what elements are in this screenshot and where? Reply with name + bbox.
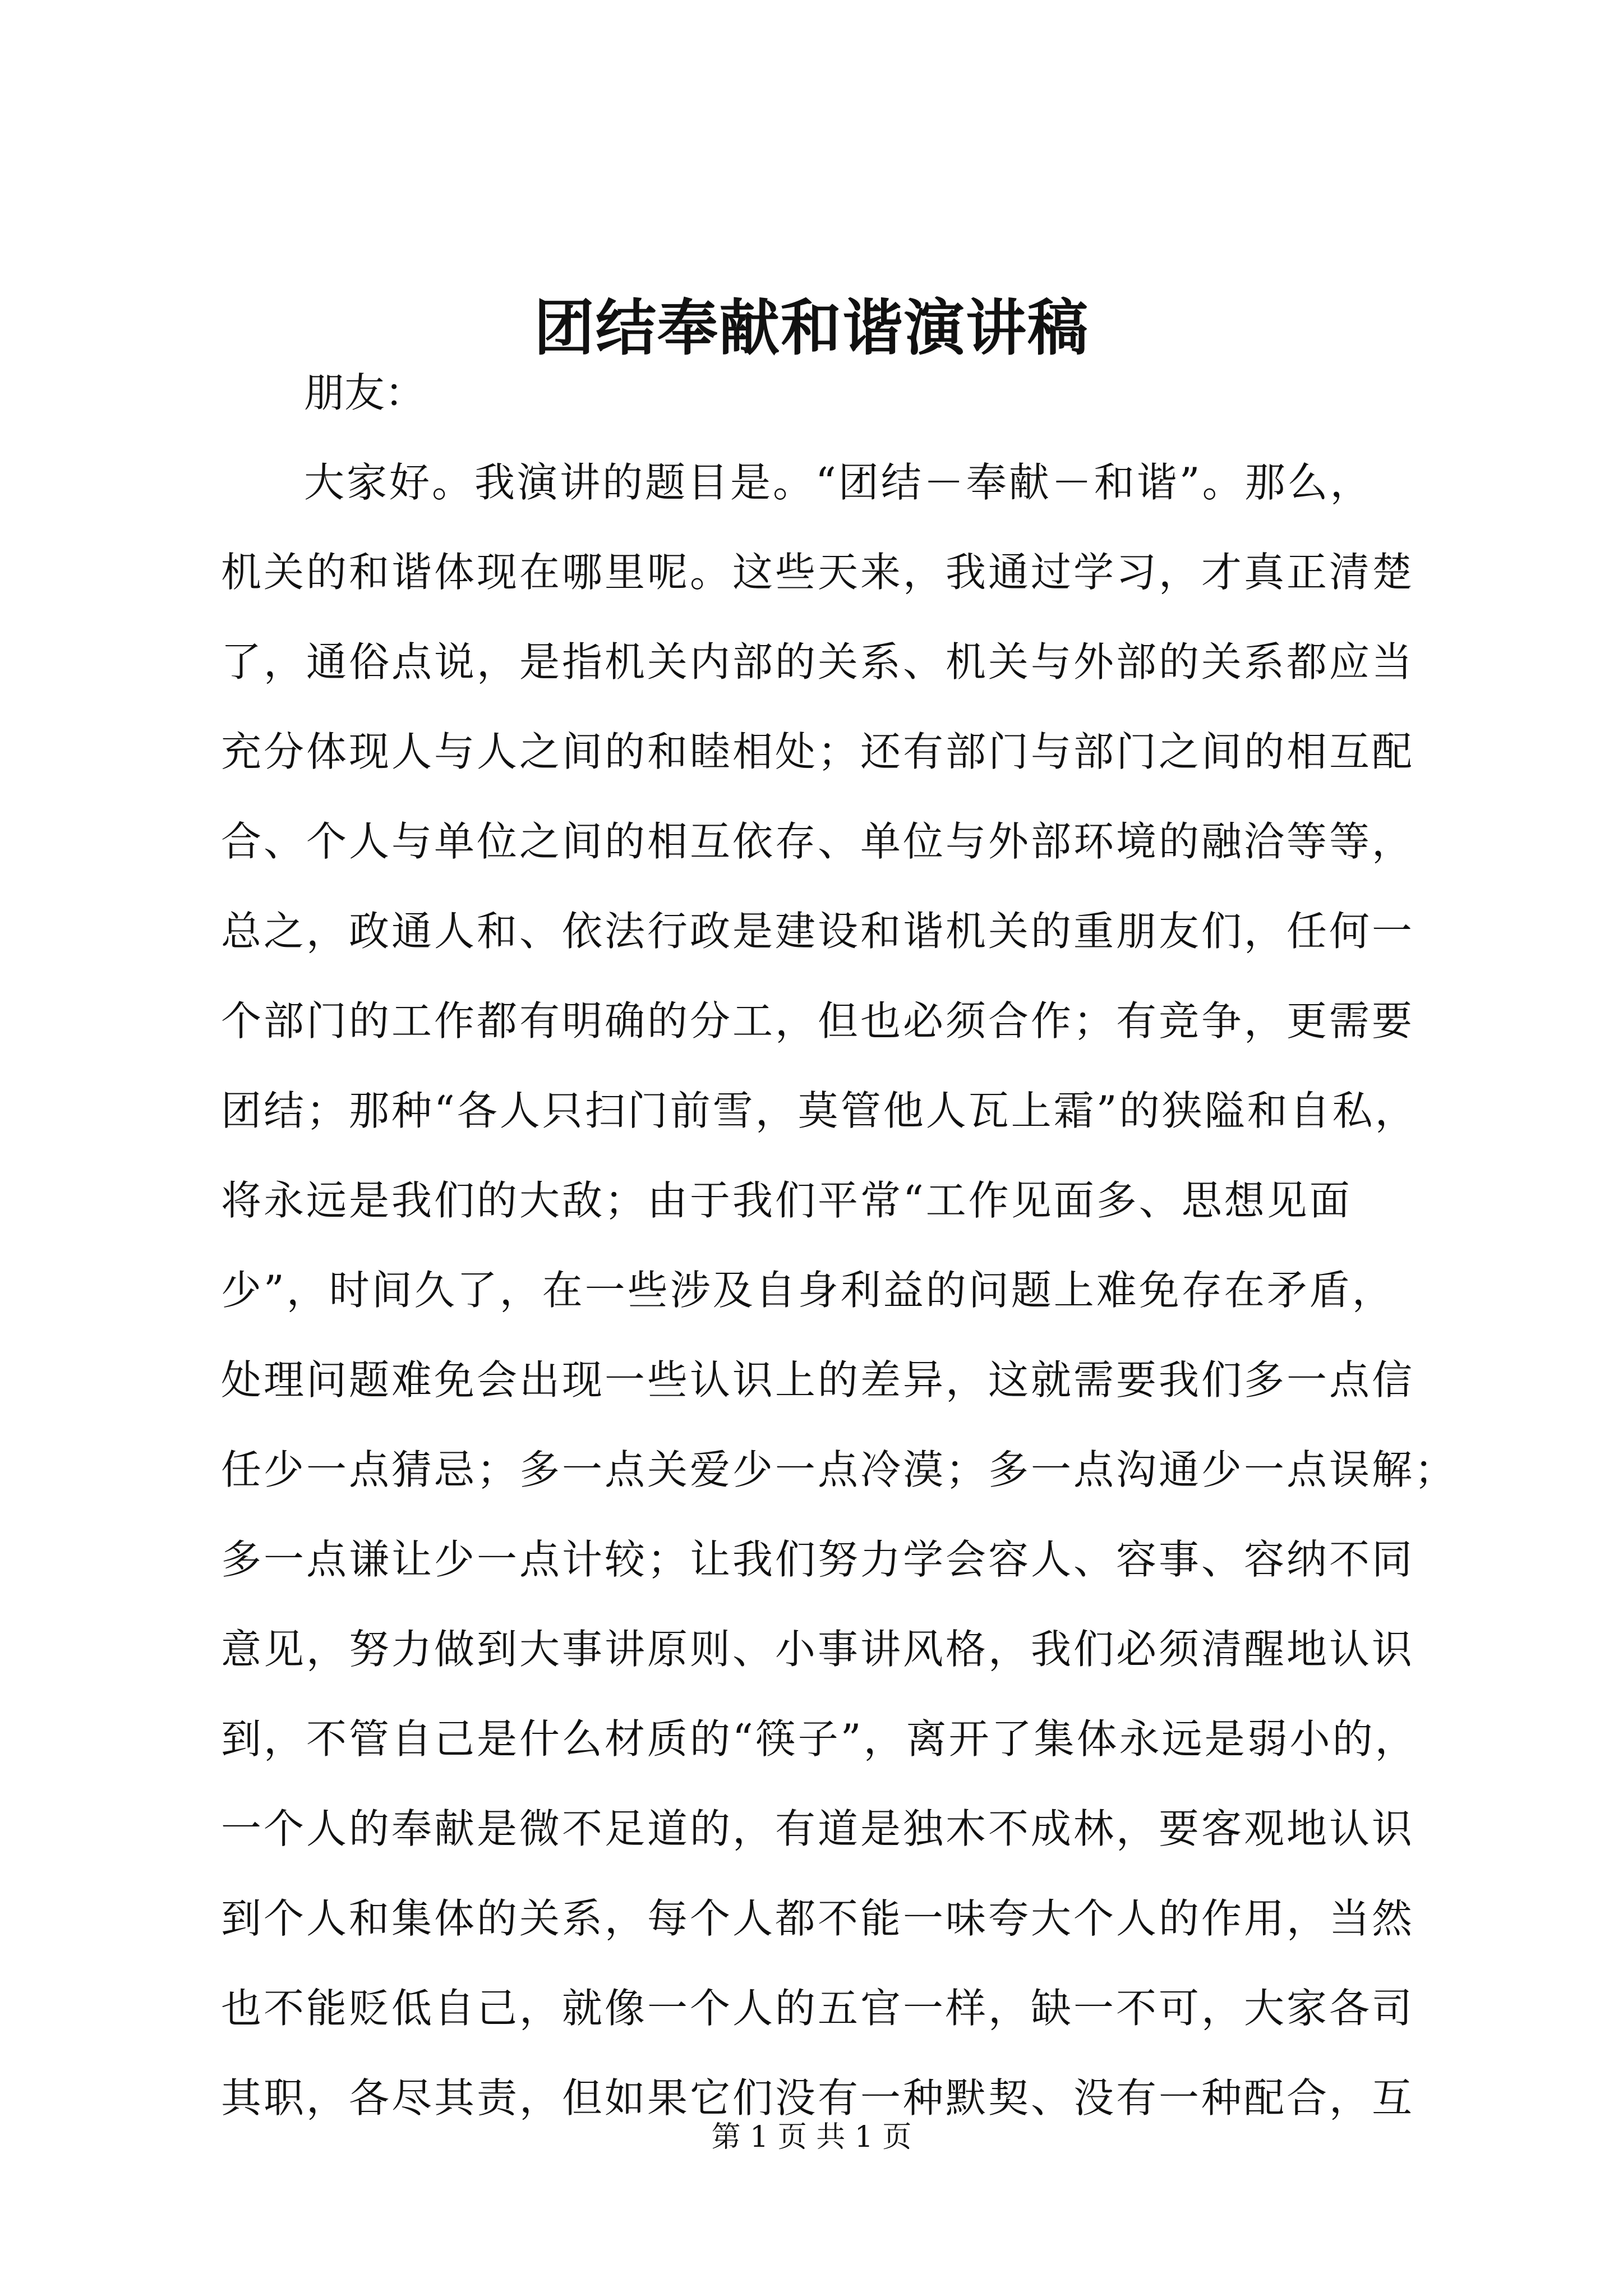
body-line: 团结；那种“各人只扫门前雪，莫管他人瓦上霜”的狭隘和自私， <box>221 1087 1418 1134</box>
page-footer: 第 1 页 共 1 页 <box>711 2120 912 2154</box>
body-line: 多一点谦让少一点计较；让我们努力学会容人、容事、容纳不同 <box>221 1536 1415 1583</box>
body-line: 到，不管自己是什么材质的“筷子”，离开了集体永远是弱小的， <box>221 1715 1418 1763</box>
body-line: 个部门的工作都有明确的分工，但也必须合作；有竞争，更需要 <box>221 997 1415 1045</box>
body-line: 任少一点猜忌；多一点关爱少一点冷漠；多一点沟通少一点误解； <box>221 1446 1458 1493</box>
greeting: 朋友： <box>304 369 426 416</box>
body-line: 充分体现人与人之间的和睦相处；还有部门与部门之间的相互配 <box>221 728 1415 775</box>
body-line: 合、个人与单位之间的相互依存、单位与外部环境的融洽等等， <box>221 818 1415 865</box>
body-line: 少”，时间久了，在一些涉及自身利益的问题上难免存在矛盾， <box>221 1267 1395 1314</box>
document-title: 团结奉献和谐演讲稿 <box>533 293 1089 364</box>
body-line: 将永远是我们的大敌；由于我们平常“工作见面多、思想见面 <box>221 1177 1352 1224</box>
body-line: 其职，各尽其责，但如果它们没有一种默契、没有一种配合，互 <box>221 2074 1415 2122</box>
body-line: 意见，努力做到大事讲原则、小事讲风格，我们必须清醒地认识 <box>221 1626 1415 1673</box>
body-line: 处理问题难免会出现一些认识上的差异，这就需要我们多一点信 <box>221 1356 1415 1404</box>
body-line: 到个人和集体的关系，每个人都不能一味夸大个人的作用，当然 <box>221 1895 1415 1942</box>
body-line: 大家好。我演讲的题目是。“团结－奉献－和谐”。那么， <box>304 459 1373 506</box>
body-line: 总之，政通人和、依法行政是建设和谐机关的重朋友们，任何一 <box>221 908 1415 955</box>
body-line: 机关的和谐体现在哪里呢。这些天来，我通过学习，才真正清楚 <box>221 549 1415 596</box>
body-line: 了，通俗点说，是指机关内部的关系、机关与外部的关系都应当 <box>221 638 1415 685</box>
body-text <box>221 438 1458 2143</box>
body-line: 一个人的奉献是微不足道的，有道是独木不成林，要客观地认识 <box>221 1805 1415 1852</box>
body-line: 也不能贬低自己，就像一个人的五官一样，缺一不可，大家各司 <box>221 1985 1415 2032</box>
